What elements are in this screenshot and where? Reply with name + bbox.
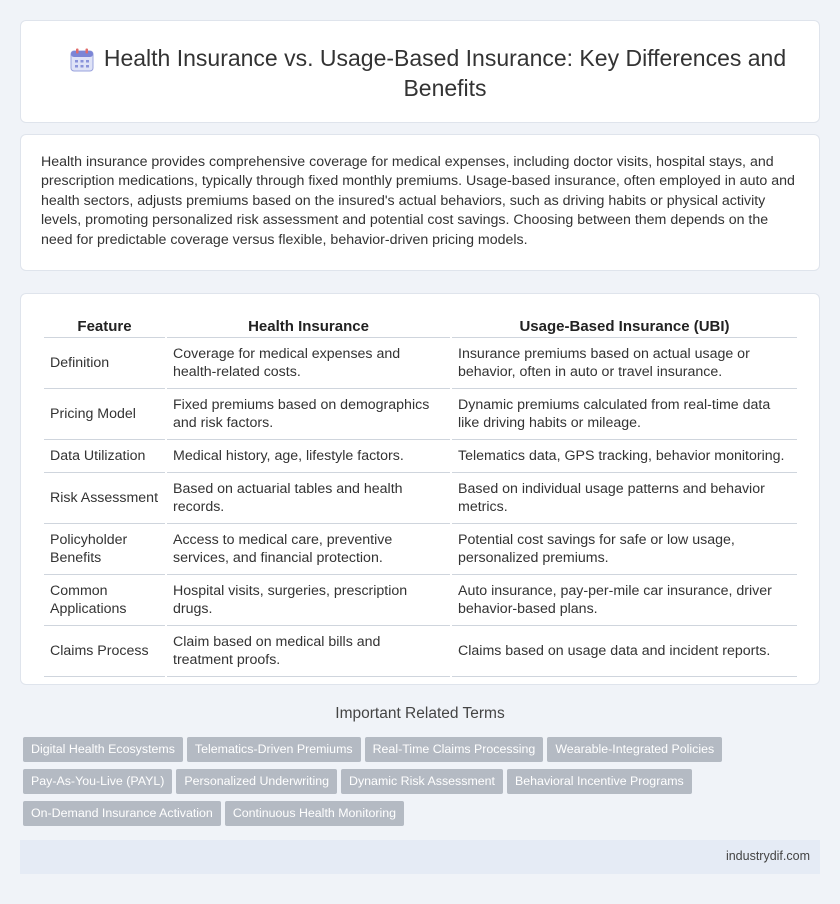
comparison-table-card <box>20 293 820 685</box>
table-row <box>44 575 797 626</box>
health-cell: Claim based on medical bills and treatment proofs. <box>167 626 450 677</box>
table-row <box>44 524 797 575</box>
table-row <box>44 389 797 440</box>
table-header-row <box>44 314 797 338</box>
ubi-cell: Telematics data, GPS tracking, behavior monitoring. <box>452 440 797 473</box>
footer <box>20 840 820 874</box>
ubi-cell: Claims based on usage data and incident reports. <box>452 626 797 677</box>
health-cell: Access to medical care, preventive services, and financial protection. <box>167 524 450 575</box>
related-terms-title: Important Related Terms <box>335 705 505 722</box>
table-row <box>44 440 797 473</box>
tag-dynamic-risk-assessment[interactable]: Dynamic Risk Assessment <box>341 769 503 794</box>
tag-telematics-driven-premiums[interactable]: Telematics-Driven Premiums <box>187 737 361 762</box>
health-cell: Based on actuarial tables and health records. <box>167 473 450 524</box>
footer-site[interactable]: industrydif.com <box>725 849 810 863</box>
ubi-cell: Insurance premiums based on actual usage or behavior, often in auto or travel insurance. <box>452 338 797 389</box>
tag-personalized-underwriting[interactable]: Personalized Underwriting <box>176 769 337 794</box>
feature-cell: Common Applications <box>44 575 165 626</box>
tag-real-time-claims-processing[interactable]: Real-Time Claims Processing <box>365 737 544 762</box>
tag-pay-as-you-live[interactable]: Pay-As-You-Live (PAYL) <box>23 769 172 794</box>
health-cell: Hospital visits, surgeries, prescription drugs. <box>167 575 450 626</box>
ubi-cell: Dynamic premiums calculated from real-time data like driving habits or mileage. <box>452 389 797 440</box>
feature-cell: Pricing Model <box>44 389 165 440</box>
intro-card <box>20 134 820 271</box>
ubi-cell: Based on individual usage patterns and behavior metrics. <box>452 473 797 524</box>
header-health-insurance: Health Insurance <box>167 314 450 338</box>
header-feature: Feature <box>44 314 165 338</box>
intro-paragraph: Health insurance provides comprehensive coverage for medical expenses, including doctor visits, hospital stays, and prescription medications, typically through fixed monthly premiums. Usage-based insurance, often employed in auto and health sectors, adjusts premiums based on the insured's actual behaviors, such as driving habits or physical activity levels, promoting personalized risk assessment and potential cost savings. Choosing between them depends on the need for predictable coverage versus flexible, behavior-driven pricing models. <box>41 154 795 248</box>
ubi-cell: Auto insurance, pay-per-mile car insurance, driver behavior-based plans. <box>452 575 797 626</box>
table-row <box>44 473 797 524</box>
header-card <box>20 20 820 123</box>
health-cell: Coverage for medical expenses and health-related costs. <box>167 338 450 389</box>
feature-cell: Definition <box>44 338 165 389</box>
table-row <box>44 338 797 389</box>
comparison-table <box>42 314 799 677</box>
table-row <box>44 626 797 677</box>
feature-cell: Risk Assessment <box>44 473 165 524</box>
health-cell: Fixed premiums based on demographics and risk factors. <box>167 389 450 440</box>
tag-behavioral-incentive-programs[interactable]: Behavioral Incentive Programs <box>507 769 692 794</box>
related-terms-tags <box>23 737 813 833</box>
tag-digital-health-ecosystems[interactable]: Digital Health Ecosystems <box>23 737 183 762</box>
page-title: Health Insurance vs. Usage-Based Insurance: Key Differences and Benefits <box>103 45 787 101</box>
feature-cell: Data Utilization <box>44 440 165 473</box>
feature-cell: Policyholder Benefits <box>44 524 165 575</box>
feature-cell: Claims Process <box>44 626 165 677</box>
ubi-cell: Potential cost savings for safe or low usage, personalized premiums. <box>452 524 797 575</box>
tag-on-demand-insurance-activation[interactable]: On-Demand Insurance Activation <box>23 801 221 826</box>
health-cell: Medical history, age, lifestyle factors. <box>167 440 450 473</box>
header-ubi: Usage-Based Insurance (UBI) <box>452 314 797 338</box>
tag-wearable-integrated-policies[interactable]: Wearable-Integrated Policies <box>547 737 722 762</box>
tag-continuous-health-monitoring[interactable]: Continuous Health Monitoring <box>225 801 404 826</box>
